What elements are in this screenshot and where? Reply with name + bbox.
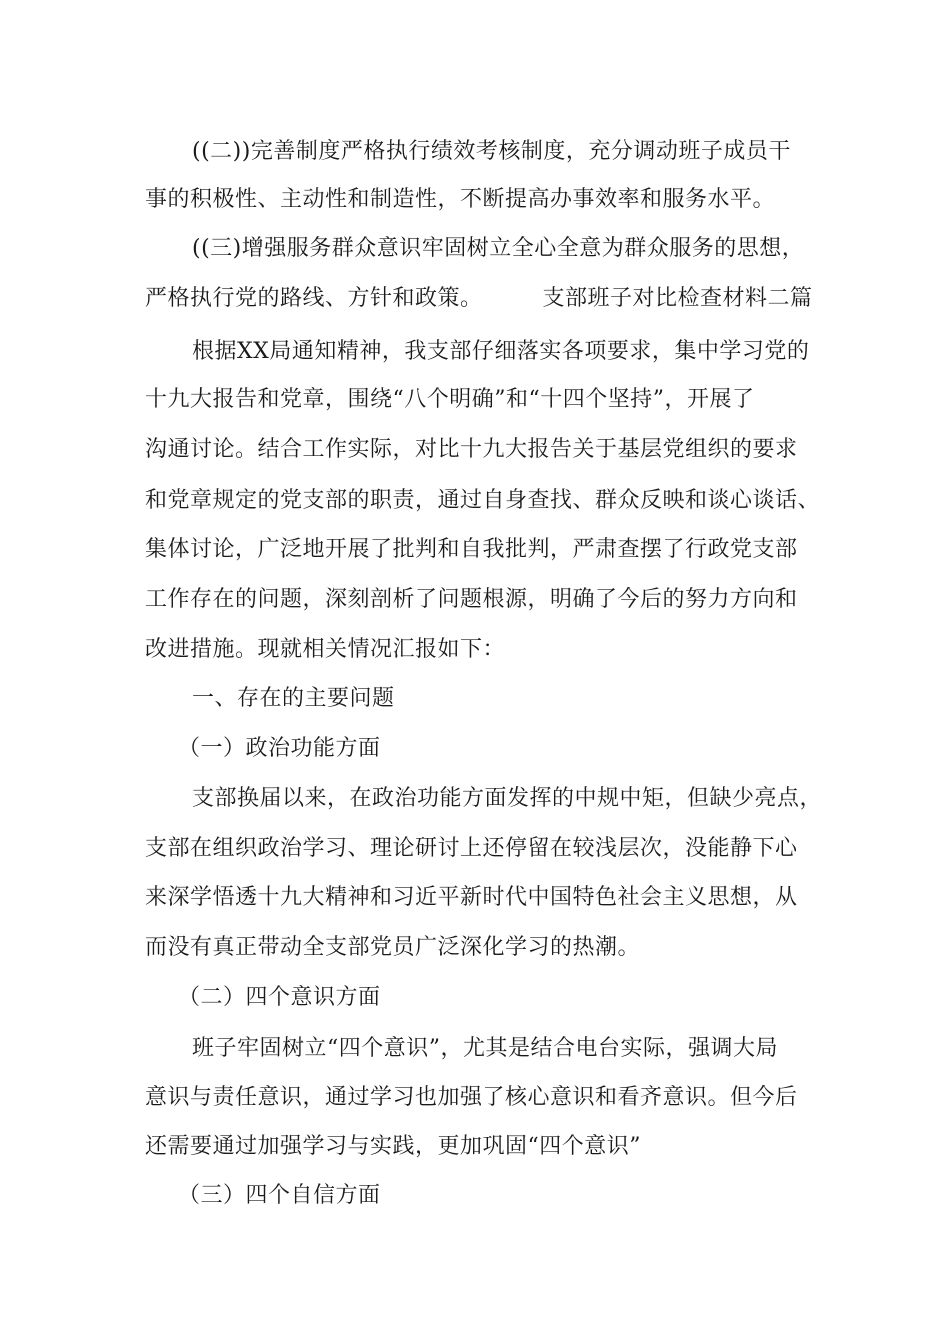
- paragraph-line: 而没有真正带动全支部党员广泛深化学习的热潮。: [145, 935, 641, 960]
- paragraph-line: 工作存在的问题，深刻剖析了问题根源，明确了今后的努力方向和: [145, 587, 798, 612]
- paragraph-line: 意识与责任意识，通过学习也加强了核心意识和看齐意识。但今后: [145, 1085, 798, 1110]
- paragraph-line: ((二))完善制度严格执行绩效考核制度，充分调动班子成员干: [192, 139, 791, 164]
- paragraph-line: 十九大报告和党章，围绕“八个明确”和“十四个坚持”，开展了: [145, 387, 755, 412]
- subsection-heading: （一）政治功能方面: [178, 736, 381, 761]
- paragraph-line: 还需要通过加强学习与实践，更加巩固“四个意识”: [145, 1134, 641, 1159]
- subsection-heading: （三）四个自信方面: [178, 1183, 381, 1208]
- paragraph-line: 支部换届以来，在政治功能方面发挥的中规中矩，但缺少亮点，: [192, 786, 823, 811]
- paragraph-line: 支部在组织政治学习、理论研讨上还停留在较浅层次，没能静下心: [145, 836, 798, 861]
- paragraph-line: 沟通讨论。结合工作实际，对比十九大报告关于基层党组织的要求: [145, 437, 798, 462]
- paragraph-line: 事的积极性、主动性和制造性，不断提高办事效率和服务水平。: [145, 187, 776, 212]
- paragraph-line: 集体讨论，广泛地开展了批判和自我批判，严肃查摆了行政党支部: [145, 537, 798, 562]
- section-heading: 一、存在的主要问题: [192, 686, 395, 711]
- paragraph-line: 改进措施。现就相关情况汇报如下：: [145, 637, 506, 662]
- paragraph-line: ((三)增强服务群众意识牢固树立全心全意为群众服务的思想，: [192, 236, 805, 261]
- paragraph-line: 严格执行党的路线、方针和政策。 支部班子对比检查材料二篇: [145, 286, 813, 311]
- paragraph-line: 班子牢固树立“四个意识”，尤其是结合电台实际，强调大局: [192, 1036, 778, 1061]
- paragraph-line: 根据XX局通知精神，我支部仔细落实各项要求，集中学习党的: [192, 339, 810, 364]
- paragraph-line: 和党章规定的党支部的职责，通过自身查找、群众反映和谈心谈话、: [145, 488, 821, 513]
- subsection-heading: （二）四个意识方面: [178, 985, 381, 1010]
- paragraph-line: 来深学悟透十九大精神和习近平新时代中国特色社会主义思想，从: [145, 885, 798, 910]
